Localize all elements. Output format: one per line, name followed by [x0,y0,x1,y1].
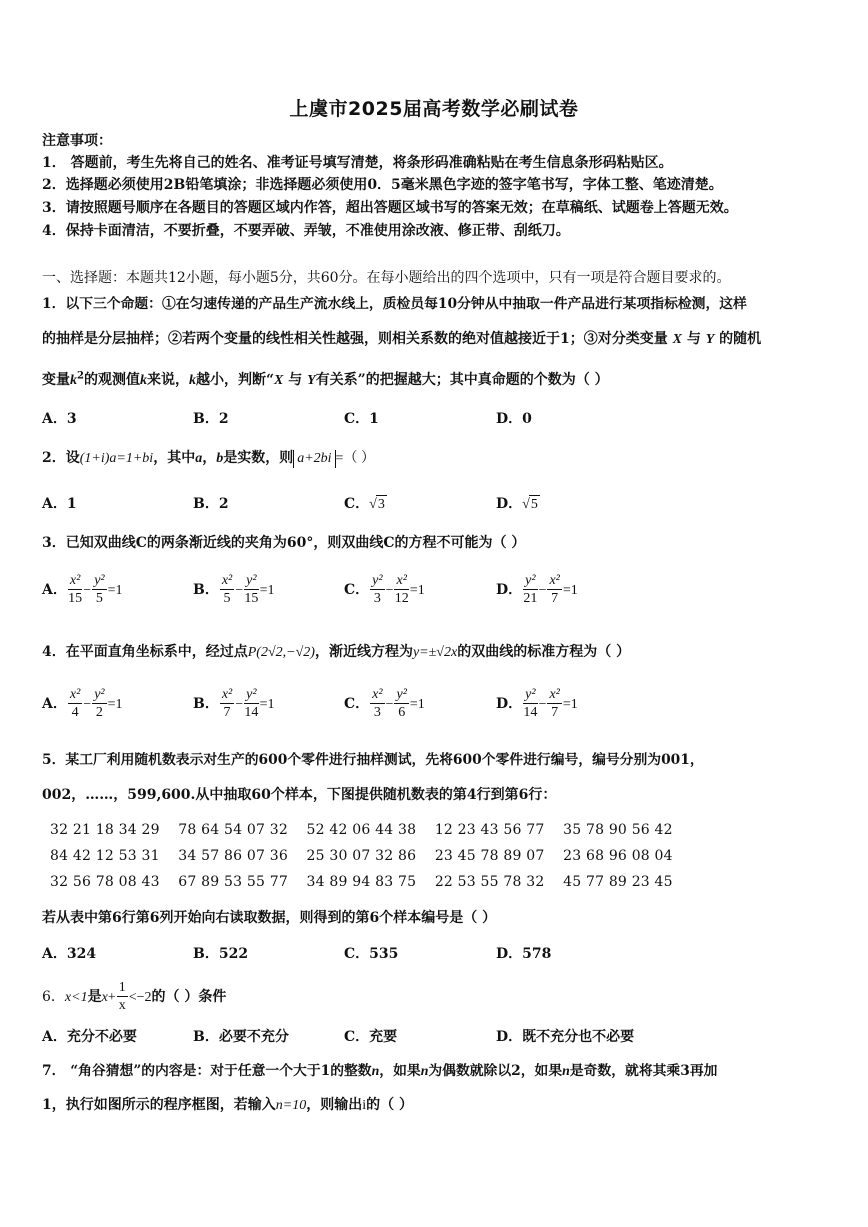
q5-option-c[interactable]: C．535 [344,946,399,962]
q2-option-b[interactable]: B．2 [193,496,229,512]
q2-stem: 2．设(1+i)a=1+bi，其中a，b是实数，则 a+2bi =（ ） [42,450,375,466]
q3-option-b[interactable]: B． $\frac{\text{x²}}{5}$ − $\frac{\text{y²}}{15}$ =1 [193,573,275,606]
q2-option-a[interactable]: A．1 [42,496,77,512]
notice-item-2: 2．选择题必须使用2B铅笔填涂；非选择题必须使用0．5毫米黑色字迹的签字笔书写，字体工整、笔迹清楚。 [42,177,723,193]
q3-option-c[interactable]: C． $\frac{\text{y²}}{3}$ − $\frac{\text{x²}}{12}$ =1 [344,573,425,606]
page-title: 上虞市2025届高考数学必刷试卷 [289,98,579,120]
q1-line-2: 的抽样是分层抽样；②若两个变量的线性相关性越强，则相关系数的绝对值越接近于1；③对分类变量 X 与 Y 的随机 [42,331,762,347]
q6-option-c[interactable]: C．充要 [344,1029,398,1045]
section-heading: 一、选择题：本题共12小题，每小题5分，共60分。在每小题给出的四个选项中，只有一项是符合题目要求的。 [42,270,731,286]
q1-option-a[interactable]: A．3 [42,411,77,427]
q7-line-1: 7． “角谷猜想”的内容是：对于任意一个大于1的整数n，如果n为偶数就除以2，如果n是奇数，就将其乘3再加 [42,1063,718,1079]
q1-line-3: 变量$k^2$的观测值k来说，k越小，判断“X 与 Y有关系”的把握越大；其中真命题的个数为（ ） [42,370,609,388]
q5-option-d[interactable]: D．578 [496,946,552,962]
q6-stem: 6．x<1是x+ $\frac{1}{x}$ <−2的（ ）条件 [42,980,227,1013]
q2-option-d[interactable]: D．√5 [496,496,538,512]
q5-line-3: 若从表中第6行第6列开始向右读取数据，则得到的第6个样本编号是（ ） [42,910,497,926]
q1-option-c[interactable]: C．1 [344,411,379,427]
q4-option-d[interactable]: D． $\frac{\text{y²}}{14}$ − $\frac{\text{x²}}{7}$ =1 [496,687,578,720]
q4-option-c[interactable]: C． $\frac{\text{x²}}{3}$ − $\frac{\text{y²}}{6}$ =1 [344,687,425,720]
q5-option-a[interactable]: A．324 [42,946,97,962]
q5-line-1: 5．某工厂利用随机数表示对生产的600个零件进行抽样测试，先将600个零件进行编号，编号分别为001， [42,752,704,768]
q3-stem: 3．已知双曲线C的两条渐近线的夹角为60°，则双曲线C的方程不可能为（ ） [42,535,526,551]
q6-option-b[interactable]: B．必要不充分 [193,1029,289,1045]
q6-option-d[interactable]: D．既不充分也不必要 [496,1029,635,1045]
q3-option-a[interactable]: A． $\frac{\text{x²}}{15}$ − $\frac{\text{y²}}{5}$ =1 [42,573,123,606]
notice-item-1: 1． 答题前，考生先将自己的姓名、准考证号填写清楚，将条形码准确粘贴在考生信息条形码粘贴区。 [42,155,673,171]
q4-option-a[interactable]: A． $\frac{\text{x²}}{4}$ − $\frac{\text{y²}}{2}$ =1 [42,687,123,720]
q1-option-b[interactable]: B．2 [193,411,229,427]
random-table-row: 32 21 18 34 29 78 64 54 07 32 52 42 06 44 38 12 23 43 56 77 35 78 90 56 42 [50,822,673,838]
random-table-row: 84 42 12 53 31 34 57 86 07 36 25 30 07 32 86 23 45 78 89 07 23 68 96 08 04 [50,848,673,864]
q4-stem: 4．在平面直角坐标系中，经过点P(2√2,−√2)，渐近线方程为y=±√2x的双曲线的标准方程为（ ） [42,644,631,660]
q7-line-2: 1，执行如图所示的程序框图，若输入n=10，则输出i的（ ） [42,1097,413,1113]
q2-option-c[interactable]: C．√3 [344,496,385,512]
notice-item-4: 4．保持卡面清洁，不要折叠，不要弄破、弄皱，不准使用涂改液、修正带、刮纸刀。 [42,223,570,239]
q1-line-1: 1．以下三个命题：①在匀速传递的产品生产流水线上，质检员每10分钟从中抽取一件产品进行某项指标检测，这样 [42,296,747,312]
random-table-row: 32 56 78 08 43 67 89 53 55 77 34 89 94 83 75 22 53 55 78 32 45 77 89 23 45 [50,874,673,890]
q5-line-2: 002，……，599,600.从中抽取60个样本，下图提供随机数表的第4行到第6行： [42,787,557,803]
q1-option-d[interactable]: D．0 [496,411,532,427]
notice-heading: 注意事项： [42,133,112,149]
q3-option-d[interactable]: D． $\frac{\text{y²}}{21}$ − $\frac{\text{x²}}{7}$ =1 [496,573,578,606]
notice-item-3: 3．请按照题号顺序在各题目的答题区域内作答，超出答题区域书写的答案无效；在草稿纸、试题卷上答题无效。 [42,200,738,216]
q5-option-b[interactable]: B．522 [193,946,249,962]
q6-option-a[interactable]: A．充分不必要 [42,1029,137,1045]
q4-option-b[interactable]: B． $\frac{\text{x²}}{7}$ − $\frac{\text{y²}}{14}$ =1 [193,687,275,720]
